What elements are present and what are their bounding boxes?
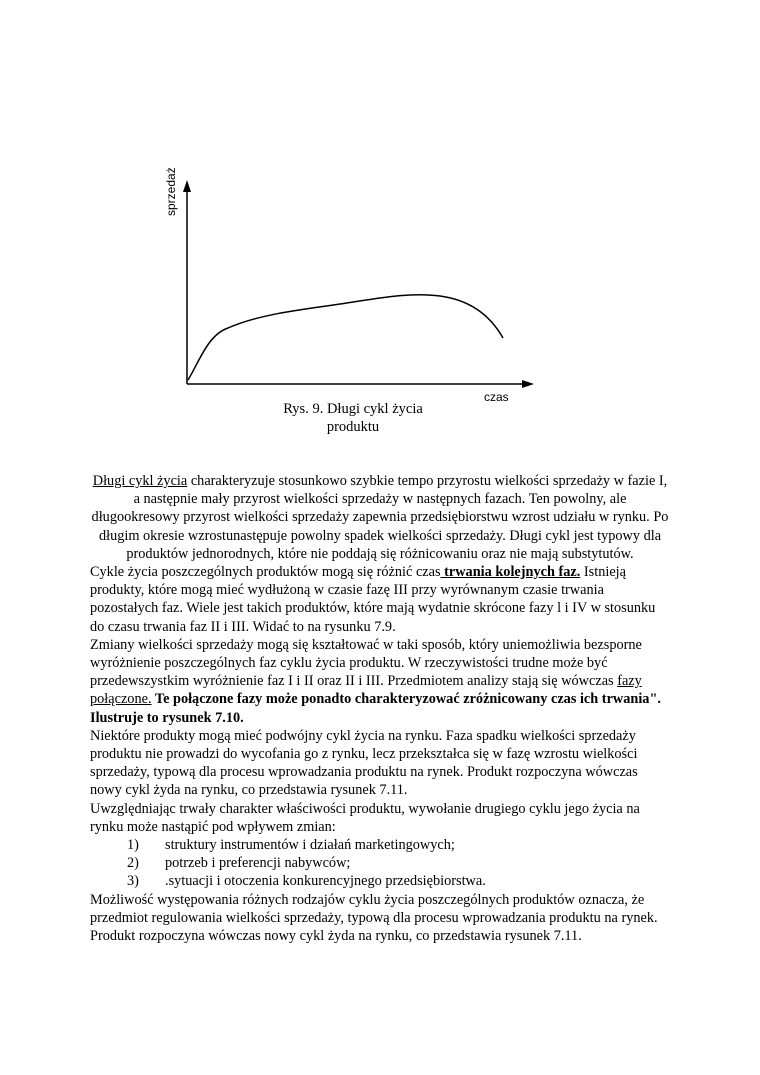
sales-curve (188, 295, 503, 380)
x-axis-arrow (522, 380, 534, 388)
list-item: 2) potrzeb i preferencji nabywców; (127, 855, 351, 872)
paragraph-1: Długi cykl życia charakteryzuje stosunkowo szybkie tempo przyrostu wielkości sprzedaży w fazie I, a następnie mały przyrost wielkości sprzedaży w następnych fazach. Ten powolny, ale długookresowy przyrost wielkości sprzedaży zapewnia przedsiębiorstwu wzrost udziału w rynku. Po długim okresie wzrostunastępuje powolny spadek wielkości sprzedaży. Długi cykl jest typowy dla produktów jednorodnych, które nie poddają się różnicowaniu oraz nie mają substytutów. (91, 473, 669, 562)
life-cycle-chart (160, 150, 560, 410)
figure-caption: Rys. 9. Długi cykl życia produktu (283, 401, 423, 435)
list-item: 3) .sytuacji i otoczenia konkurencyjnego przedsiębiorstwa. (127, 873, 486, 890)
paragraph-5: Uwzględniając trwały charakter właściwości produktu, wywołanie drugiego cyklu jego życia na rynku może nastąpić pod wpływem zmian: (90, 800, 640, 835)
x-axis-label: czas (484, 390, 509, 404)
change-factors-list (90, 836, 670, 891)
paragraph-6: Możliwość występowania różnych rodzajów cyklu życia poszczególnych produktów oznacza, że przedmiot regulowania wielkości sprzedaży, typową dla procesu wprowadzania produktu na rynek. Produkt rozpoczyna wówczas nowy cykl żyda na rynku, co przedstawia rysunek 7.11. (90, 891, 658, 945)
paragraph-2: Cykle życia poszczególnych produktów mogą się różnić czas trwania kolejnych faz. Istnieją produkty, które mogą mieć wydłużoną w czasie fazę III przy wyrównanym czasie trwania pozostałych faz. Wiele jest takich produktów, które mają wydatnie skrócone fazy l i IV w stosunku do czasu trwania faz II i III. Widać to na rysunku 7.9. (90, 564, 656, 635)
body-text (90, 472, 670, 945)
life-cycle-figure (160, 150, 560, 440)
y-axis-arrow (183, 180, 191, 192)
paragraph-4: Niektóre produkty mogą mieć podwójny cykl życia na rynku. Faza spadku wielkości sprzedaży produktu nie prowadzi do wycofania go z rynku, lecz przekształca się w fazę wzrostu wielkości sprzedaży, typową dla procesu wprowadzania produktu na rynek. Produkt rozpoczyna wówczas nowy cykl żyda na rynku, co przedstawia rysunek 7.11. (90, 727, 638, 799)
list-item: 1) struktury instrumentów i działań marketingowych; (127, 837, 455, 854)
y-axis-label: sprzedaż (164, 167, 178, 216)
paragraph-3: Zmiany wielkości sprzedaży mogą się kształtować w taki sposób, który uniemożliwia bezsporne wyróżnienie poszczególnych faz cyklu życia produktu. W rzeczywistości trudne może być przedewszystkim wyróżnienie faz I i II oraz II i III. Przedmiotem analizy stają się wówczas fazy połączone. Te połączone fazy może ponadto charakteryzować zróżnicowany czas ich trwania". Ilustruje to rysunek 7.10. (90, 636, 661, 726)
